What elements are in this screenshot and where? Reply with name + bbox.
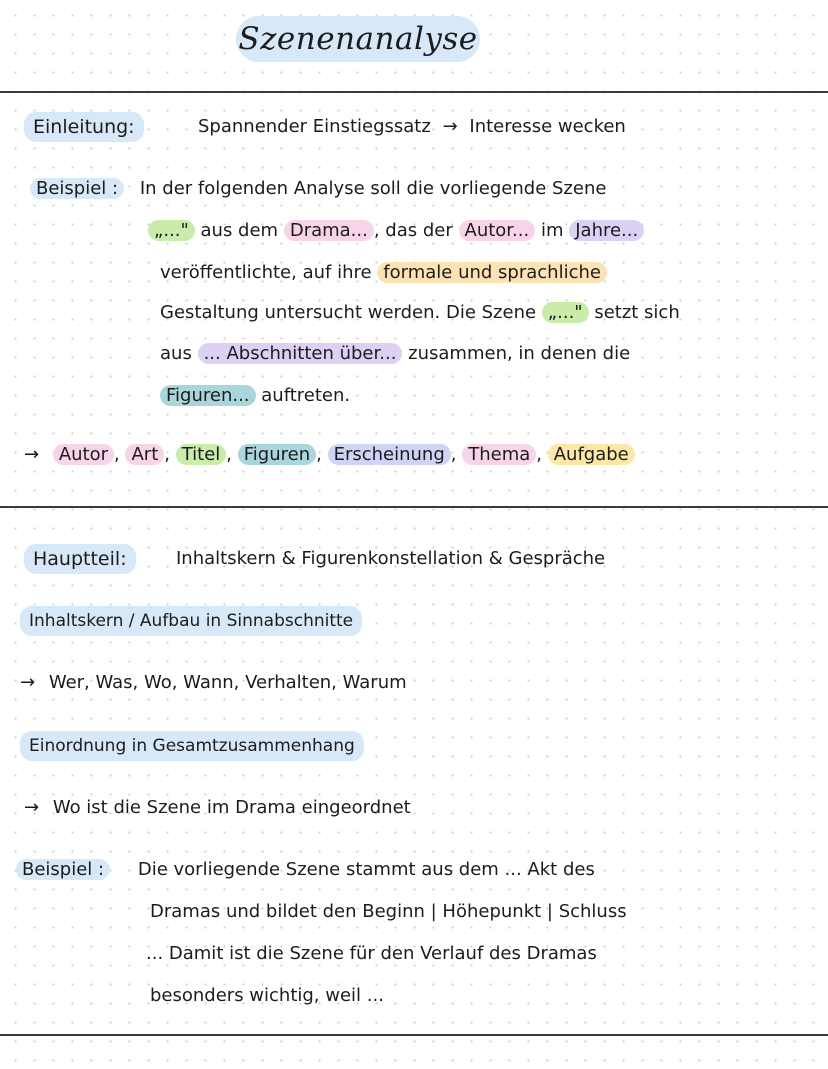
highlight-jahre: Jahre...	[569, 220, 644, 241]
einleitung-intro: Spannender Einstiegssatz	[198, 116, 431, 137]
einleitung-beispiel-label-text: Beispiel	[36, 178, 107, 199]
arrow-icon: →	[24, 797, 40, 818]
einleitung-text-2a: aus dem	[200, 220, 279, 241]
einleitung-intro-goal: Interesse wecken	[469, 116, 626, 137]
einleitung-beispiel-sentence-1: In der folgenden Analyse soll die vorliegende Szene	[139, 178, 607, 199]
einleitung-beispiel-colon: :	[112, 178, 119, 199]
einleitung-text-5a: aus	[160, 343, 192, 364]
page-title: Szenenanalyse	[236, 16, 480, 62]
summary-art: Art	[125, 444, 164, 465]
hauptteil-questions: Wer, Was, Wo, Wann, Verhalten, Warum	[48, 672, 407, 693]
einleitung-text-2c: im	[540, 220, 564, 241]
einleitung-title-colon: :	[128, 116, 135, 138]
hauptteil-questions-line	[20, 668, 407, 698]
divider-bottom	[0, 1034, 828, 1036]
highlight-quote-1: „..."	[148, 220, 195, 241]
hauptteil-sub-inhaltskern: Inhaltskern / Aufbau in Sinnabschnitte	[20, 606, 362, 636]
einleitung-summary-line: → Autor , Art , Titel , Figuren , Erscheinung , Thema , Aufgabe	[24, 440, 635, 470]
einleitung-title-text: Einleitung	[33, 116, 129, 138]
einleitung-beispiel-line-4	[160, 298, 680, 328]
summary-figuren: Figuren	[238, 444, 316, 465]
summary-thema: Thema	[462, 444, 536, 465]
hauptteil-title-colon: :	[120, 548, 127, 570]
einleitung-beispiel-line-1	[30, 174, 606, 204]
summary-aufgabe: Aufgabe	[548, 444, 635, 465]
einleitung-text-3a: veröffentlichte, auf ihre	[160, 262, 372, 283]
einleitung-beispiel-line-6	[160, 381, 350, 411]
hauptteil-question2-line	[24, 793, 411, 823]
einleitung-beispiel-line-3	[160, 258, 607, 288]
einleitung-text-5b: zusammen, in denen die	[408, 343, 631, 364]
hauptteil-beispiel-colon: :	[98, 859, 105, 880]
einleitung-beispiel-line-2	[148, 216, 644, 246]
hauptteil-beispiel-line-4: besonders wichtig, weil ...	[150, 985, 384, 1006]
arrow-icon: →	[20, 672, 36, 693]
einleitung-intro-line	[198, 112, 626, 142]
highlight-formal: formale und sprachliche	[377, 262, 607, 283]
einleitung-title	[24, 112, 144, 142]
summary-erscheinung: Erscheinung	[328, 444, 451, 465]
hauptteil-beispiel-line-3: ... Damit ist die Szene für den Verlauf des Dramas	[146, 943, 597, 964]
einleitung-text-2b: , das der	[373, 220, 453, 241]
highlight-quote-2: „..."	[542, 302, 589, 323]
hauptteil-question2: Wo ist die Szene im Drama eingeordnet	[52, 797, 411, 818]
einleitung-text-6: auftreten.	[261, 385, 351, 406]
hauptteil-beispiel-line-1	[16, 855, 595, 885]
highlight-autor: Autor...	[459, 220, 536, 241]
hauptteil-topics: Inhaltskern & Figurenkonstellation & Gespräche	[176, 548, 606, 569]
highlight-abschnitte: ... Abschnitten über...	[198, 343, 403, 364]
hauptteil-beispiel-line-2: Dramas und bildet den Beginn | Höhepunkt | Schluss	[150, 901, 627, 922]
arrow-icon: →	[24, 444, 40, 465]
hauptteil-title	[24, 544, 136, 574]
einleitung-text-4a: Gestaltung untersucht werden. Die Szene	[160, 302, 537, 323]
hauptteil-beispiel-label-text: Beispiel	[22, 859, 93, 880]
summary-titel: Titel	[176, 444, 227, 465]
einleitung-beispiel-label	[30, 178, 124, 199]
hauptteil-beispiel-label	[16, 859, 110, 880]
highlight-drama: Drama...	[284, 220, 374, 241]
hauptteil-beispiel-text-1: Die vorliegende Szene stammt aus dem ... Akt des	[137, 859, 595, 880]
summary-autor: Autor	[53, 444, 114, 465]
hauptteil-title-text: Hauptteil	[33, 548, 121, 570]
einleitung-beispiel-line-5	[160, 339, 630, 369]
divider-top	[0, 91, 828, 93]
arrow-icon: →	[442, 116, 458, 137]
highlight-figuren: Figuren...	[160, 385, 256, 406]
einleitung-text-4b: setzt sich	[594, 302, 680, 323]
hauptteil-sub-einordnung: Einordnung in Gesamtzusammenhang	[20, 731, 364, 761]
divider-middle	[0, 506, 828, 508]
